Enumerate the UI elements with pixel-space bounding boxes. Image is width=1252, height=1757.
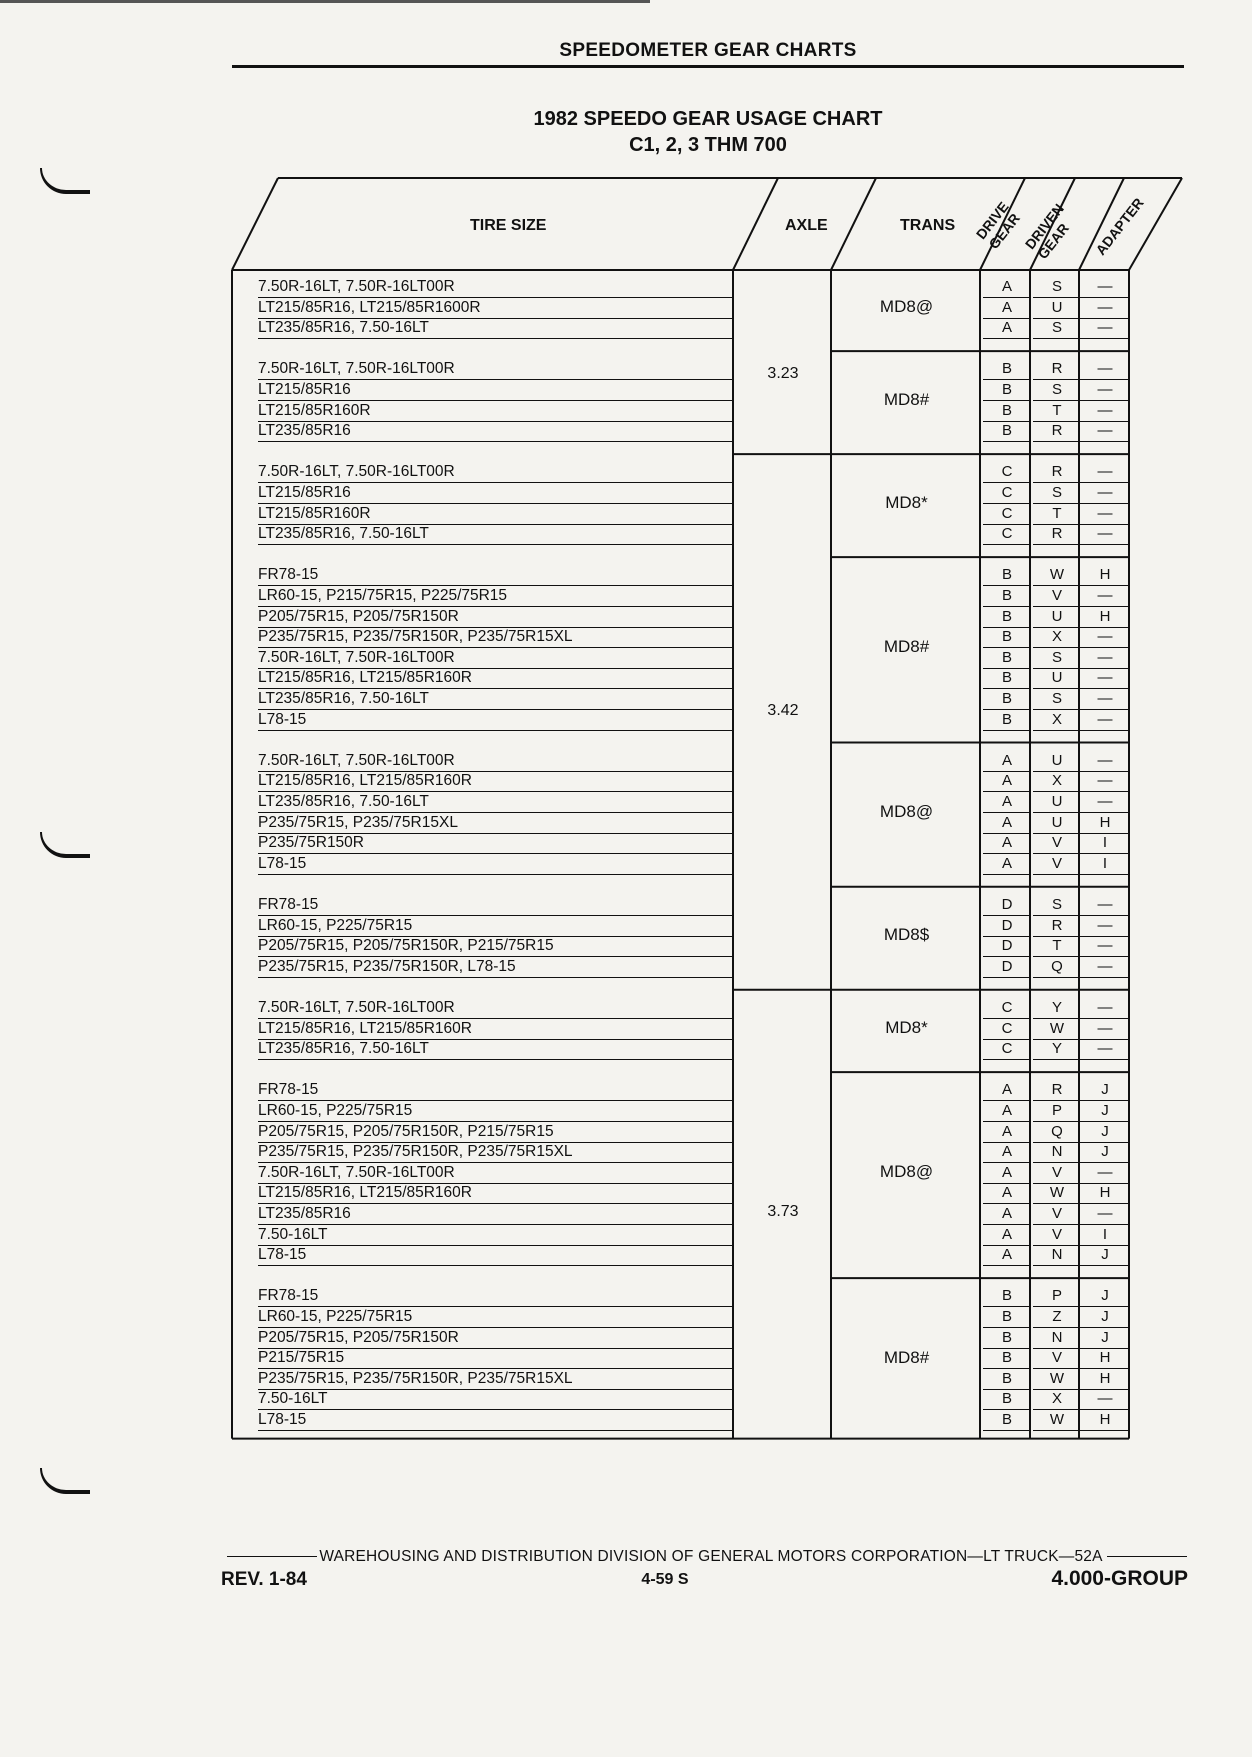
drive-gear-cell: C (983, 462, 1031, 483)
adapter-cell: — (1081, 1163, 1129, 1184)
tire-size-cell: LT235/85R16, 7.50-16LT (258, 318, 733, 339)
tire-size-cell: LT235/85R16, 7.50-16LT (258, 1039, 733, 1060)
tire-size-cell: 7.50-16LT (258, 1225, 733, 1246)
driven-gear-cell: W (1033, 1019, 1081, 1040)
tire-size-cell: 7.50R-16LT, 7.50R-16LT00R (258, 277, 733, 298)
tire-size-cell: LR60-15, P215/75R15, P225/75R15 (258, 586, 733, 607)
tire-size-cell: LT215/85R160R (258, 401, 733, 422)
driven-gear-cell: X (1033, 1389, 1081, 1410)
driven-gear-cell: U (1033, 298, 1081, 319)
tire-size-cell: LT235/85R16, 7.50-16LT (258, 689, 733, 710)
drive-gear-cell: A (983, 771, 1031, 792)
adapter-cell: — (1081, 771, 1129, 792)
trans-code: MD8@ (879, 801, 934, 821)
adapter-cell: I (1081, 833, 1129, 854)
driven-gear-cell: S (1033, 895, 1081, 916)
adapter-cell: H (1081, 1369, 1129, 1390)
adapter-cell: — (1081, 524, 1129, 545)
drive-gear-cell: A (983, 1225, 1031, 1246)
adapter-cell: — (1081, 648, 1129, 669)
column-header-driven-gear: DRIVEN GEAR (1021, 200, 1072, 262)
drive-gear-cell: B (983, 607, 1031, 628)
tire-size-cell: 7.50R-16LT, 7.50R-16LT00R (258, 751, 733, 772)
drive-gear-cell: C (983, 1019, 1031, 1040)
tire-size-cell: LT215/85R16, LT215/85R160R (258, 1183, 733, 1204)
tire-size-cell: FR78-15 (258, 1080, 733, 1101)
tire-size-cell: L78-15 (258, 1245, 733, 1266)
driven-gear-cell: N (1033, 1328, 1081, 1349)
tire-size-cell: FR78-15 (258, 565, 733, 586)
tire-size-cell: P205/75R15, P205/75R150R (258, 1328, 733, 1349)
adapter-cell: — (1081, 627, 1129, 648)
drive-gear-cell: B (983, 586, 1031, 607)
driven-gear-cell: W (1033, 565, 1081, 586)
axle-ratio: 3.73 (767, 1203, 799, 1220)
adapter-cell: — (1081, 916, 1129, 937)
adapter-cell: H (1081, 1348, 1129, 1369)
tire-size-cell: LT235/85R16, 7.50-16LT (258, 524, 733, 545)
trans-code: MD8$ (883, 925, 930, 945)
drive-gear-cell: B (983, 1286, 1031, 1307)
footer-text: WAREHOUSING AND DISTRIBUTION DIVISION OF GENERAL MOTORS CORPORATION—LT TRUCK—52A (319, 1548, 1103, 1565)
revision-label: REV. 1-84 (221, 1569, 307, 1590)
drive-gear-cell: A (983, 1142, 1031, 1163)
drive-gear-cell: A (983, 1163, 1031, 1184)
driven-gear-cell: S (1033, 318, 1081, 339)
tire-size-cell: LT235/85R16 (258, 421, 733, 442)
tire-size-cell: LT215/85R160R (258, 504, 733, 525)
driven-gear-cell: V (1033, 1225, 1081, 1246)
driven-gear-cell: V (1033, 854, 1081, 875)
driven-gear-cell: V (1033, 1163, 1081, 1184)
tire-size-cell: LR60-15, P225/75R15 (258, 1307, 733, 1328)
driven-gear-cell: P (1033, 1286, 1081, 1307)
drive-gear-cell: A (983, 854, 1031, 875)
tire-size-cell: LT235/85R16, 7.50-16LT (258, 792, 733, 813)
drive-gear-cell: B (983, 1348, 1031, 1369)
section-header: SPEEDOMETER GEAR CHARTS (559, 40, 857, 61)
trans-code: MD8# (883, 389, 930, 409)
adapter-cell: — (1081, 751, 1129, 772)
drive-gear-cell: B (983, 1369, 1031, 1390)
axle-ratio: 3.42 (767, 702, 799, 719)
footer-division-line (226, 1548, 1188, 1566)
driven-gear-cell: Y (1033, 1039, 1081, 1060)
adapter-cell: J (1081, 1122, 1129, 1143)
driven-gear-cell: T (1033, 936, 1081, 957)
tire-size-cell: P215/75R15 (258, 1348, 733, 1369)
driven-gear-cell: N (1033, 1142, 1081, 1163)
tire-size-cell: 7.50R-16LT, 7.50R-16LT00R (258, 1163, 733, 1184)
tire-size-cell: P235/75R15, P235/75R150R, L78-15 (258, 957, 733, 978)
drive-gear-cell: A (983, 1080, 1031, 1101)
tire-size-cell: 7.50-16LT (258, 1389, 733, 1410)
driven-gear-cell: V (1033, 586, 1081, 607)
adapter-cell: — (1081, 895, 1129, 916)
adapter-cell: J (1081, 1328, 1129, 1349)
adapter-cell: — (1081, 483, 1129, 504)
driven-gear-cell: W (1033, 1183, 1081, 1204)
drive-gear-cell: A (983, 1183, 1031, 1204)
drive-gear-cell: A (983, 751, 1031, 772)
tire-size-cell: FR78-15 (258, 895, 733, 916)
column-header-tire-size: TIRE SIZE (470, 217, 547, 234)
adapter-cell: I (1081, 854, 1129, 875)
tire-size-cell: P235/75R150R (258, 833, 733, 854)
driven-gear-cell: Q (1033, 1122, 1081, 1143)
adapter-cell: — (1081, 710, 1129, 731)
adapter-cell: — (1081, 298, 1129, 319)
tire-size-cell: 7.50R-16LT, 7.50R-16LT00R (258, 648, 733, 669)
drive-gear-cell: D (983, 936, 1031, 957)
tire-size-cell: FR78-15 (258, 1286, 733, 1307)
chart-subtitle: C1, 2, 3 THM 700 (629, 134, 787, 156)
drive-gear-cell: C (983, 504, 1031, 525)
adapter-cell: — (1081, 1389, 1129, 1410)
adapter-cell: — (1081, 277, 1129, 298)
adapter-cell: — (1081, 504, 1129, 525)
adapter-cell: — (1081, 421, 1129, 442)
adapter-cell: — (1081, 318, 1129, 339)
trans-code: MD8* (885, 492, 928, 512)
tire-size-cell: 7.50R-16LT, 7.50R-16LT00R (258, 998, 733, 1019)
drive-gear-cell: D (983, 957, 1031, 978)
drive-gear-cell: C (983, 998, 1031, 1019)
drive-gear-cell: B (983, 648, 1031, 669)
drive-gear-cell: B (983, 380, 1031, 401)
drive-gear-cell: B (983, 1389, 1031, 1410)
drive-gear-cell: B (983, 421, 1031, 442)
adapter-cell: — (1081, 1204, 1129, 1225)
drive-gear-cell: A (983, 1101, 1031, 1122)
driven-gear-cell: Q (1033, 957, 1081, 978)
tire-size-cell: P235/75R15, P235/75R15XL (258, 813, 733, 834)
adapter-cell: J (1081, 1080, 1129, 1101)
tire-size-cell: LT215/85R16, LT215/85R160R (258, 668, 733, 689)
driven-gear-cell: W (1033, 1410, 1081, 1431)
drive-gear-cell: B (983, 689, 1031, 710)
column-header-axle: AXLE (785, 217, 828, 234)
adapter-cell: H (1081, 1410, 1129, 1431)
drive-gear-cell: C (983, 524, 1031, 545)
driven-gear-cell: S (1033, 277, 1081, 298)
driven-gear-cell: X (1033, 710, 1081, 731)
adapter-cell: — (1081, 401, 1129, 422)
adapter-cell: J (1081, 1307, 1129, 1328)
driven-gear-cell: R (1033, 1080, 1081, 1101)
drive-gear-cell: C (983, 483, 1031, 504)
adapter-cell: — (1081, 668, 1129, 689)
adapter-cell: — (1081, 359, 1129, 380)
drive-gear-cell: B (983, 1328, 1031, 1349)
driven-gear-cell: V (1033, 833, 1081, 854)
trans-code: MD8@ (879, 296, 934, 316)
driven-gear-cell: V (1033, 1204, 1081, 1225)
drive-gear-cell: A (983, 792, 1031, 813)
tire-size-cell: L78-15 (258, 710, 733, 731)
tire-size-cell: LT215/85R16 (258, 483, 733, 504)
tire-size-cell: P235/75R15, P235/75R150R, P235/75R15XL (258, 1142, 733, 1163)
tire-size-cell: LR60-15, P225/75R15 (258, 916, 733, 937)
driven-gear-cell: S (1033, 689, 1081, 710)
tire-size-cell: P205/75R15, P205/75R150R, P215/75R15 (258, 936, 733, 957)
drive-gear-cell: A (983, 1204, 1031, 1225)
driven-gear-cell: U (1033, 668, 1081, 689)
driven-gear-cell: T (1033, 504, 1081, 525)
driven-gear-cell: S (1033, 380, 1081, 401)
trans-code: MD8# (883, 1347, 930, 1367)
adapter-cell: — (1081, 792, 1129, 813)
adapter-cell: — (1081, 998, 1129, 1019)
driven-gear-cell: U (1033, 751, 1081, 772)
tire-size-cell: LT215/85R16, LT215/85R160R (258, 1019, 733, 1040)
drive-gear-cell: B (983, 1410, 1031, 1431)
adapter-cell: J (1081, 1245, 1129, 1266)
page-number: 4-59 S (641, 1571, 689, 1588)
drive-gear-cell: D (983, 916, 1031, 937)
drive-gear-cell: A (983, 318, 1031, 339)
tire-size-cell: L78-15 (258, 854, 733, 875)
drive-gear-cell: A (983, 1122, 1031, 1143)
axle-ratio: 3.23 (767, 365, 799, 382)
chart-title: 1982 SPEEDO GEAR USAGE CHART (533, 108, 883, 130)
drive-gear-cell: B (983, 710, 1031, 731)
trans-code: MD8@ (879, 1162, 934, 1182)
tire-size-cell: L78-15 (258, 1410, 733, 1431)
driven-gear-cell: R (1033, 524, 1081, 545)
drive-gear-cell: B (983, 627, 1031, 648)
driven-gear-cell: T (1033, 401, 1081, 422)
adapter-cell: I (1081, 1225, 1129, 1246)
trans-code: MD8# (883, 636, 930, 656)
driven-gear-cell: U (1033, 792, 1081, 813)
adapter-cell: H (1081, 565, 1129, 586)
driven-gear-cell: U (1033, 813, 1081, 834)
driven-gear-cell: N (1033, 1245, 1081, 1266)
drive-gear-cell: C (983, 1039, 1031, 1060)
group-number: 4.000-GROUP (1051, 1567, 1188, 1590)
tire-size-cell: LT235/85R16 (258, 1204, 733, 1225)
tire-size-cell: P235/75R15, P235/75R150R, P235/75R15XL (258, 627, 733, 648)
column-header-drive-gear: DRIVE GEAR (972, 198, 1023, 252)
driven-gear-cell: R (1033, 916, 1081, 937)
driven-gear-cell: Y (1033, 998, 1081, 1019)
drive-gear-cell: B (983, 359, 1031, 380)
driven-gear-cell: S (1033, 483, 1081, 504)
drive-gear-cell: B (983, 1307, 1031, 1328)
column-header-trans: TRANS (900, 217, 956, 234)
driven-gear-cell: P (1033, 1101, 1081, 1122)
adapter-cell: — (1081, 586, 1129, 607)
driven-gear-cell: R (1033, 421, 1081, 442)
tire-size-cell: LT215/85R16, LT215/85R1600R (258, 298, 733, 319)
tire-size-cell: 7.50R-16LT, 7.50R-16LT00R (258, 462, 733, 483)
driven-gear-cell: R (1033, 359, 1081, 380)
tire-size-cell: 7.50R-16LT, 7.50R-16LT00R (258, 359, 733, 380)
adapter-cell: — (1081, 380, 1129, 401)
driven-gear-cell: S (1033, 648, 1081, 669)
adapter-cell: — (1081, 689, 1129, 710)
drive-gear-cell: A (983, 1245, 1031, 1266)
drive-gear-cell: A (983, 813, 1031, 834)
adapter-cell: — (1081, 936, 1129, 957)
drive-gear-cell: B (983, 565, 1031, 586)
driven-gear-cell: W (1033, 1369, 1081, 1390)
adapter-cell: H (1081, 607, 1129, 628)
tire-size-cell: P205/75R15, P205/75R150R (258, 607, 733, 628)
adapter-cell: — (1081, 1019, 1129, 1040)
tire-size-cell: P205/75R15, P205/75R150R, P215/75R15 (258, 1122, 733, 1143)
drive-gear-cell: B (983, 401, 1031, 422)
adapter-cell: J (1081, 1101, 1129, 1122)
tire-size-cell: LT215/85R16 (258, 380, 733, 401)
tire-size-cell: LR60-15, P225/75R15 (258, 1101, 733, 1122)
driven-gear-cell: X (1033, 627, 1081, 648)
drive-gear-cell: A (983, 298, 1031, 319)
driven-gear-cell: V (1033, 1348, 1081, 1369)
driven-gear-cell: X (1033, 771, 1081, 792)
adapter-cell: J (1081, 1142, 1129, 1163)
trans-code: MD8* (885, 1017, 928, 1037)
tire-size-cell: LT215/85R16, LT215/85R160R (258, 771, 733, 792)
tire-size-cell: P235/75R15, P235/75R150R, P235/75R15XL (258, 1369, 733, 1390)
drive-gear-cell: B (983, 668, 1031, 689)
drive-gear-cell: A (983, 833, 1031, 854)
adapter-cell: — (1081, 1039, 1129, 1060)
adapter-cell: — (1081, 462, 1129, 483)
driven-gear-cell: R (1033, 462, 1081, 483)
drive-gear-cell: A (983, 277, 1031, 298)
adapter-cell: — (1081, 957, 1129, 978)
driven-gear-cell: U (1033, 607, 1081, 628)
adapter-cell: H (1081, 1183, 1129, 1204)
driven-gear-cell: Z (1033, 1307, 1081, 1328)
adapter-cell: J (1081, 1286, 1129, 1307)
column-header-adapter: ADAPTER (1092, 194, 1147, 258)
adapter-cell: H (1081, 813, 1129, 834)
drive-gear-cell: D (983, 895, 1031, 916)
